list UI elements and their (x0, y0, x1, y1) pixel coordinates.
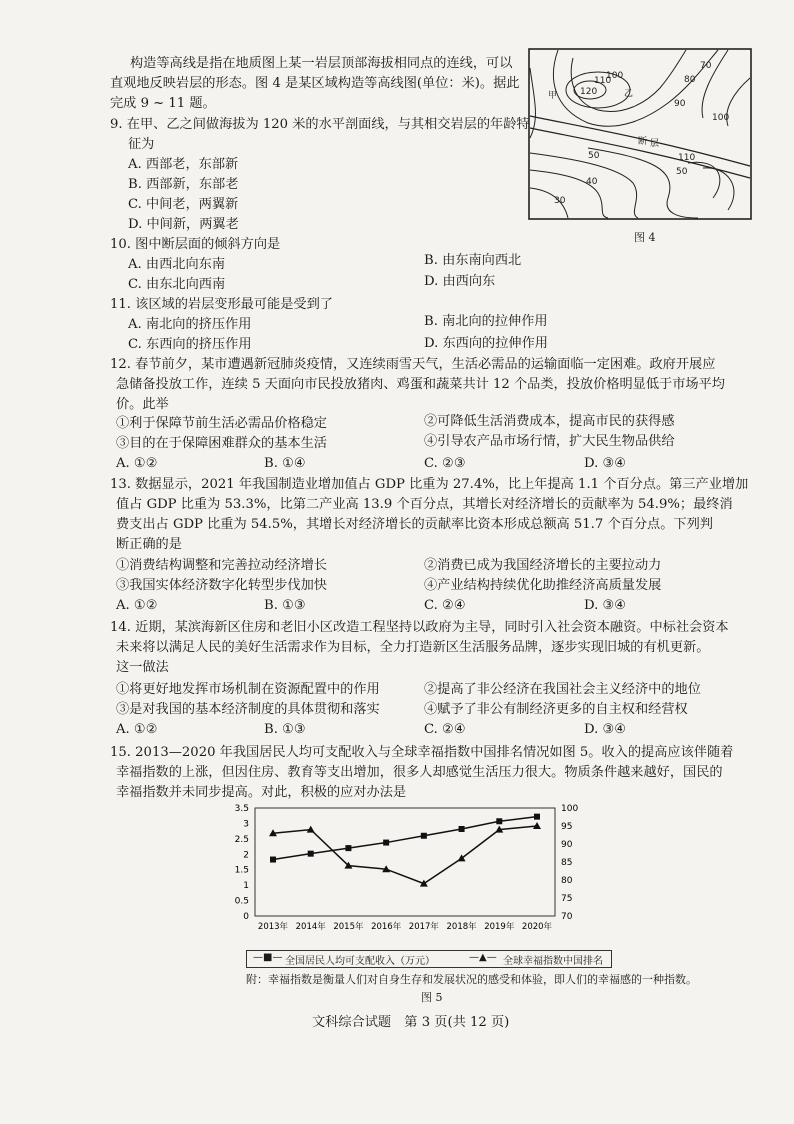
right-tick-label: 85 (561, 858, 573, 868)
q12-statement-4: ④引导农产品市场行情，扩大民生物品供给 (424, 434, 675, 449)
right-tick-label: 100 (561, 804, 579, 814)
q11-option-a: A. 南北向的挤压作用 (128, 317, 252, 332)
fig4-label-40: 40 (586, 177, 598, 187)
income-point (459, 826, 465, 832)
q13-statement-2: ②消费已成为我国经济增长的主要拉动力 (424, 558, 662, 573)
x-tick-label: 2018年 (446, 922, 477, 932)
q14-option-d: D. ③④ (584, 722, 627, 737)
q14-option-c: C. ②④ (424, 722, 466, 737)
income-point (308, 851, 314, 857)
income-point (496, 818, 502, 824)
left-tick-label: 1.5 (234, 865, 249, 876)
q13-line-1: 13. 数据显示，2021 年我国制造业增加值占 GDP 比重为 27.4%，比上年提高 1.1 个百分点。第三产业增加 (110, 477, 749, 492)
fig4-label-110: 110 (594, 76, 612, 86)
q9-stem-2: 征为 (128, 137, 155, 152)
q10-option-c: C. 由东北向西南 (128, 277, 226, 292)
q13-option-c: C. ②④ (424, 598, 466, 613)
fig4-label-50-b: 50 (588, 151, 600, 161)
income-point (421, 833, 427, 839)
q10-option-a: A. 由西北向东南 (128, 257, 226, 272)
q14-line-3: 这一做法 (116, 660, 169, 675)
q11-option-c: C. 东西向的挤压作用 (128, 337, 252, 352)
figure-5-note: 附：幸福指数是衡量人们对自身生存和发展状况的感受和体验，即人们的幸福感的一种指数。 (246, 973, 697, 986)
q12-statement-1: ①利于保障节前生活必需品价格稳定 (116, 416, 327, 431)
fig4-label-80: 80 (684, 75, 696, 85)
x-tick-label: 2013年 (257, 922, 289, 932)
q15-line-1: 15. 2013—2020 年我国居民人均可支配收入与全球幸福指数中国排名情况如图 5。收入的提高应该伴随着 (110, 745, 734, 760)
legend-happiness-label: 全球幸福指数中国排名 (503, 956, 603, 967)
intro-line-1: 构造等高线是指在地质图上某一岩层顶部海拔相同点的连线，可以 (130, 56, 513, 71)
q14-statement-1: ①将更好地发挥市场机制在资源配置中的作用 (116, 682, 380, 697)
right-tick-label: 90 (561, 840, 573, 850)
q10-option-b: B. 由东南向西北 (424, 253, 522, 268)
figure-5-caption: 图 5 (421, 991, 443, 1004)
q12-option-a: A. ①② (116, 456, 158, 471)
q14-option-a: A. ①② (116, 722, 158, 737)
q10-stem: 10. 图中断层面的倾斜方向是 (110, 237, 281, 252)
left-tick-label: 0 (243, 912, 249, 922)
q14-option-b: B. ①③ (264, 722, 306, 737)
right-tick-label: 70 (561, 912, 573, 922)
q15-line-3: 幸福指数并未同步提高。对此，积极的应对办法是 (116, 785, 407, 800)
q11-option-d: D. 东西向的拉伸作用 (424, 336, 548, 351)
q12-statement-2: ②可降低生活消费成本，提高市民的获得感 (424, 414, 675, 429)
left-tick-label: 3 (243, 819, 249, 830)
happiness-point (533, 822, 541, 829)
q13-line-3: 费支出占 GDP 比重为 54.5%，其增长对经济增长的贡献率比资本形成总额高 51.7 个百分点。下列判 (116, 517, 713, 532)
right-tick-label: 80 (561, 876, 573, 886)
intro-line-3: 完成 9 ~ 11 题。 (110, 96, 216, 111)
right-tick-label: 95 (561, 822, 573, 832)
left-tick-label: 0.5 (234, 896, 249, 907)
x-tick-label: 2019年 (484, 922, 515, 932)
intro-line-2: 直观地反映岩层的形态。图 4 是某区域构造等高线图(单位：米)。据此 (110, 76, 520, 91)
legend-income-label: 全国居民人均可支配收入（万元） (285, 956, 435, 967)
q9-option-c: C. 中间老，两翼新 (128, 197, 239, 212)
income-point (383, 840, 389, 846)
x-tick-label: 2016年 (371, 922, 402, 932)
left-tick-label: 1 (243, 881, 249, 892)
q14-statement-4: ④赋予了非公有制经济更多的自主权和经营权 (424, 702, 688, 717)
fig4-label-yi: 乙 (624, 89, 634, 99)
income-point (270, 857, 276, 863)
fig4-label-duan: 断 (638, 137, 648, 147)
left-tick-label: 3.5 (234, 804, 249, 814)
fig4-label-ceng: 层 (650, 139, 660, 149)
fig4-label-120: 120 (580, 87, 598, 97)
fig4-label-jia: 甲 (548, 91, 558, 101)
income-point (534, 814, 540, 820)
chart-legend (246, 950, 612, 968)
q9-option-a: A. 西部老，东部新 (128, 157, 239, 172)
q14-statement-3: ③是对我国的基本经济制度的具体贯彻和落实 (116, 702, 380, 717)
q9-stem-1: 9. 在甲、乙之间做海拔为 120 米的水平剖面线，与其相交岩层的年龄特 (110, 117, 530, 132)
q11-option-b: B. 南北向的拉伸作用 (424, 314, 548, 329)
left-tick-label: 2 (243, 850, 249, 861)
figure-4-caption: 图 4 (634, 231, 656, 244)
fig4-label-110-b: 110 (678, 153, 696, 163)
q13-line-2: 值占 GDP 比重为 53.3%，比第二产业高 13.9 个百分点，其增长对经济增长的贡献率为 54.9%；最终消 (116, 497, 733, 512)
q13-option-a: A. ①② (116, 598, 158, 613)
fig4-label-90: 90 (674, 99, 686, 109)
q13-statement-1: ①消费结构调整和完善拉动经济增长 (116, 558, 327, 573)
fig4-label-30: 30 (554, 196, 566, 206)
x-tick-label: 2017年 (408, 922, 439, 932)
q14-statement-2: ②提高了非公经济在我国社会主义经济中的地位 (424, 682, 701, 697)
plot-frame (255, 808, 555, 916)
q12-statement-3: ③目的在于保障困难群众的基本生活 (116, 436, 327, 451)
q9-option-b: B. 西部新，东部老 (128, 177, 239, 192)
q12-line-1: 12. 春节前夕，某市遭遇新冠肺炎疫情，又连续雨雪天气，生活必需品的运输面临一定困难。政府开展应 (110, 357, 716, 372)
q12-option-d: D. ③④ (584, 456, 627, 471)
fig4-label-50-a: 50 (676, 167, 688, 177)
income-point (345, 845, 351, 851)
right-tick-label: 75 (561, 894, 573, 904)
q9-option-d: D. 中间新，两翼老 (128, 217, 239, 232)
left-tick-label: 2.5 (234, 834, 249, 845)
fig4-label-100-b: 100 (712, 113, 730, 123)
q13-statement-3: ③我国实体经济数字化转型步伐加快 (116, 578, 327, 593)
q13-line-4: 断正确的是 (116, 537, 182, 552)
q14-line-2: 未来将以满足人民的美好生活需求作为目标，全力打造新区生活服务品牌，逐步实现旧城的有机更新。 (116, 640, 710, 655)
q11-stem: 11. 该区域的岩层变形最可能是受到了 (110, 297, 333, 312)
figure-5-line-chart (215, 798, 615, 970)
q10-option-d: D. 由西向东 (424, 274, 496, 289)
q12-line-2: 急储备投放工作，连续 5 天面向市民投放猪肉、鸡蛋和蔬菜共计 12 个品类，投放价格明显低于市场平均 (116, 377, 725, 392)
figure-4-contour-map (528, 48, 752, 220)
fig4-label-70: 70 (700, 61, 712, 71)
page-footer: 文科综合试题 第 3 页(共 12 页) (312, 1015, 510, 1030)
q12-option-b: B. ①④ (264, 456, 306, 471)
x-tick-label: 2020年 (521, 922, 553, 932)
x-tick-label: 2014年 (295, 922, 326, 932)
q12-option-c: C. ②③ (424, 456, 466, 471)
q13-option-b: B. ①③ (264, 598, 306, 613)
q14-line-1: 14. 近期，某滨海新区住房和老旧小区改造工程坚持以政府为主导，同时引入社会资本融资。中标社会资本 (110, 620, 729, 635)
fig4-label-100: 100 (606, 71, 624, 81)
q13-option-d: D. ③④ (584, 598, 627, 613)
happiness-point (307, 826, 315, 833)
q15-line-2: 幸福指数的上涨，但因住房、教育等支出增加，很多人却感觉生活压力很大。物质条件越来越好，国民的 (116, 765, 723, 780)
q12-line-3: 价。此举 (116, 397, 169, 412)
q13-statement-4: ④产业结构持续优化助推经济高质量发展 (424, 578, 662, 593)
legend-happiness-marker: —▲— (469, 952, 497, 963)
legend-income-marker: —■— (253, 952, 283, 963)
x-tick-label: 2015年 (333, 922, 364, 932)
